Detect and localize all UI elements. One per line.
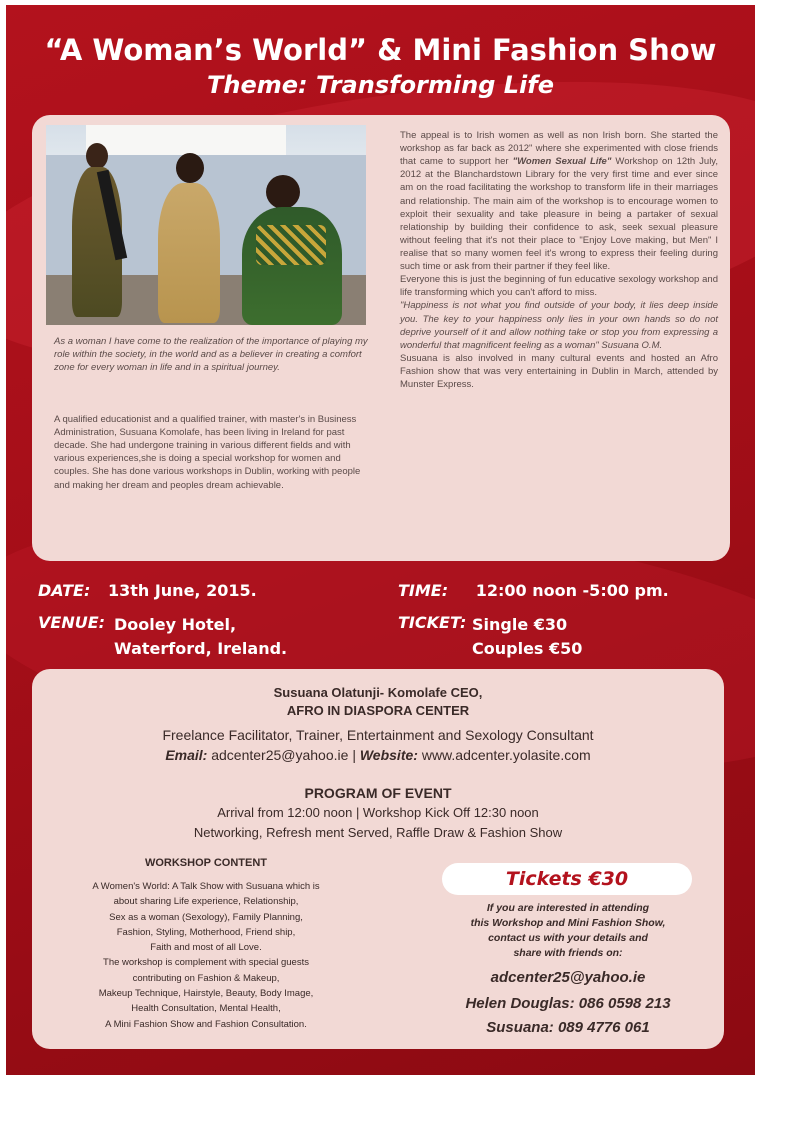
intro-workshop-name: "Women Sexual Life": [512, 156, 612, 168]
website-link[interactable]: www.adcenter.yolasite.com: [421, 747, 591, 763]
intro-para3: "Happiness is not what you find outside of your body, it lies deep inside you. The key to your happiness only lies in your own hands so do not deprive yourself of it and allow nothing take or stop you from expressing a wonderful that magnificent feeling as a woman" Susuana O.M.: [400, 300, 718, 351]
workshop-line: The workshop is complement with special guests: [103, 957, 309, 969]
tickets-note-line: If you are interested in attending: [486, 902, 650, 914]
workshop-line: about sharing Life experience, Relationship,: [113, 896, 299, 908]
workshop-line: Makeup Technique, Hairstyle, Beauty, Body Image,: [98, 988, 314, 1000]
workshop-line: Health Consultation, Mental Health,: [131, 1003, 281, 1015]
event-theme: Theme: Transforming Life: [207, 71, 554, 99]
org-name: AFRO IN DIASPORA CENTER: [286, 703, 470, 718]
website-label: Website:: [359, 747, 418, 763]
phone-helen: Helen Douglas: 086 0598 213: [465, 995, 671, 1012]
tickets-note-line: contact us with your details and: [488, 932, 648, 944]
workshop-line: Faith and most of all Love.: [150, 942, 262, 954]
tickets-note: [426, 901, 710, 961]
venue-label: VENUE:: [38, 613, 106, 632]
tickets-email[interactable]: adcenter25@yahoo.ie: [490, 969, 646, 986]
event-title: “A Woman’s World” & Mini Fashion Show: [44, 33, 717, 67]
intro-para1-pre: The appeal is to Irish women as well as non Irish born. She started the workshop as far back as 2012" where she experimented with close friends that came to support her: [400, 130, 718, 168]
intro-quote: As a woman I have come to the realization of the importance of playing my role within the society, in the world and as a believer in creating a comfort zone for every woman in life and in a spiritual journey.: [54, 336, 368, 374]
program-line1: Arrival from 12:00 noon | Workshop Kick Off 12:30 noon: [217, 805, 539, 820]
date-label: DATE:: [38, 581, 91, 600]
ticket-prices: [472, 613, 582, 661]
intro-right-column: [400, 129, 718, 391]
phone-susuana: Susuana: 089 4776 061: [486, 1019, 650, 1036]
program-line2: Networking, Refresh ment Served, Raffle Draw & Fashion Show: [193, 825, 563, 840]
venue-value: [114, 613, 287, 661]
ticket-single: Single €30: [472, 615, 568, 634]
workshop-line: A Women's World: A Talk Show with Susuana which is: [92, 881, 320, 892]
email-label: Email:: [165, 747, 208, 763]
intro-para4: Susuana is also involved in many cultural events and hosted an Afro Fashion show that was very entertaining in Dublin in March, attended by Munster Express.: [400, 352, 718, 391]
intro-para2: Everyone this is just the beginning of fun educative sexology workshop and life transforming which you can't afford to miss.: [400, 274, 718, 299]
venue-line2: Waterford, Ireland.: [114, 639, 288, 658]
date-value: 13th June, 2015.: [107, 581, 257, 600]
tickets-note-line: this Workshop and Mini Fashion Show,: [470, 917, 666, 929]
separator: |: [352, 747, 356, 763]
flyer: [6, 5, 755, 1075]
program-heading: PROGRAM OF EVENT: [304, 785, 452, 801]
contact-line: [32, 747, 724, 763]
intro-bio: A qualified educationist and a qualified trainer, with master's in Business Administration, Susuana Komolafe, has been living in Ireland for past decade. She had undergone training in various different fields and with various experiences,she is doing a special workshop for women and couples. She has done various workshops in Dublin, working with people and making her dream and peoples dream achievable.: [54, 414, 361, 491]
ticket-label: TICKET:: [398, 613, 467, 632]
email-link[interactable]: adcenter25@yahoo.ie: [211, 747, 349, 763]
workshop-line: Fashion, Styling, Motherhood, Friend ship,: [116, 926, 296, 938]
workshop-line: A Mini Fashion Show and Fashion Consultation.: [105, 1018, 307, 1030]
workshop-content: [36, 879, 376, 1032]
time-label: TIME:: [398, 581, 449, 600]
tickets-badge: Tickets €30: [442, 863, 692, 895]
ceo-name: Susuana Olatunji- Komolafe CEO,: [273, 685, 483, 700]
fashion-photo: [46, 125, 366, 325]
time-value: 12:00 noon -5:00 pm.: [475, 581, 669, 600]
workshop-line: contributing on Fashion & Makeup,: [132, 972, 280, 984]
venue-line1: Dooley Hotel,: [114, 615, 237, 634]
date-row: [38, 581, 257, 600]
time-row: [398, 581, 669, 600]
intro-para1-post: Workshop on 12th July, 2012 at the Blanchardstown Library for the very first time and ever since am on the road facilitating the workshop to transform life in their marriages and relationship. The main aim of the workshop is to encourage women to exploit their sexuality and take pleasure in being a partaker of sexual relationship by building their confidence to ask, seek sexual pleasure without feeling that it's not their place to "Enjoy Love making, but Men" I realise that so many women feel it's wrong to express their feeling during such time or ask from their partner if they feel like.: [400, 156, 718, 273]
workshop-line: Sex as a woman (Sexology), Family Planning,: [109, 911, 303, 923]
ceo-role: Freelance Facilitator, Trainer, Entertainment and Sexology Consultant: [162, 727, 594, 743]
tickets-note-line: share with friends on:: [513, 947, 623, 959]
ticket-couples: Couples €50: [472, 639, 583, 658]
workshop-heading: WORKSHOP CONTENT: [144, 857, 268, 869]
